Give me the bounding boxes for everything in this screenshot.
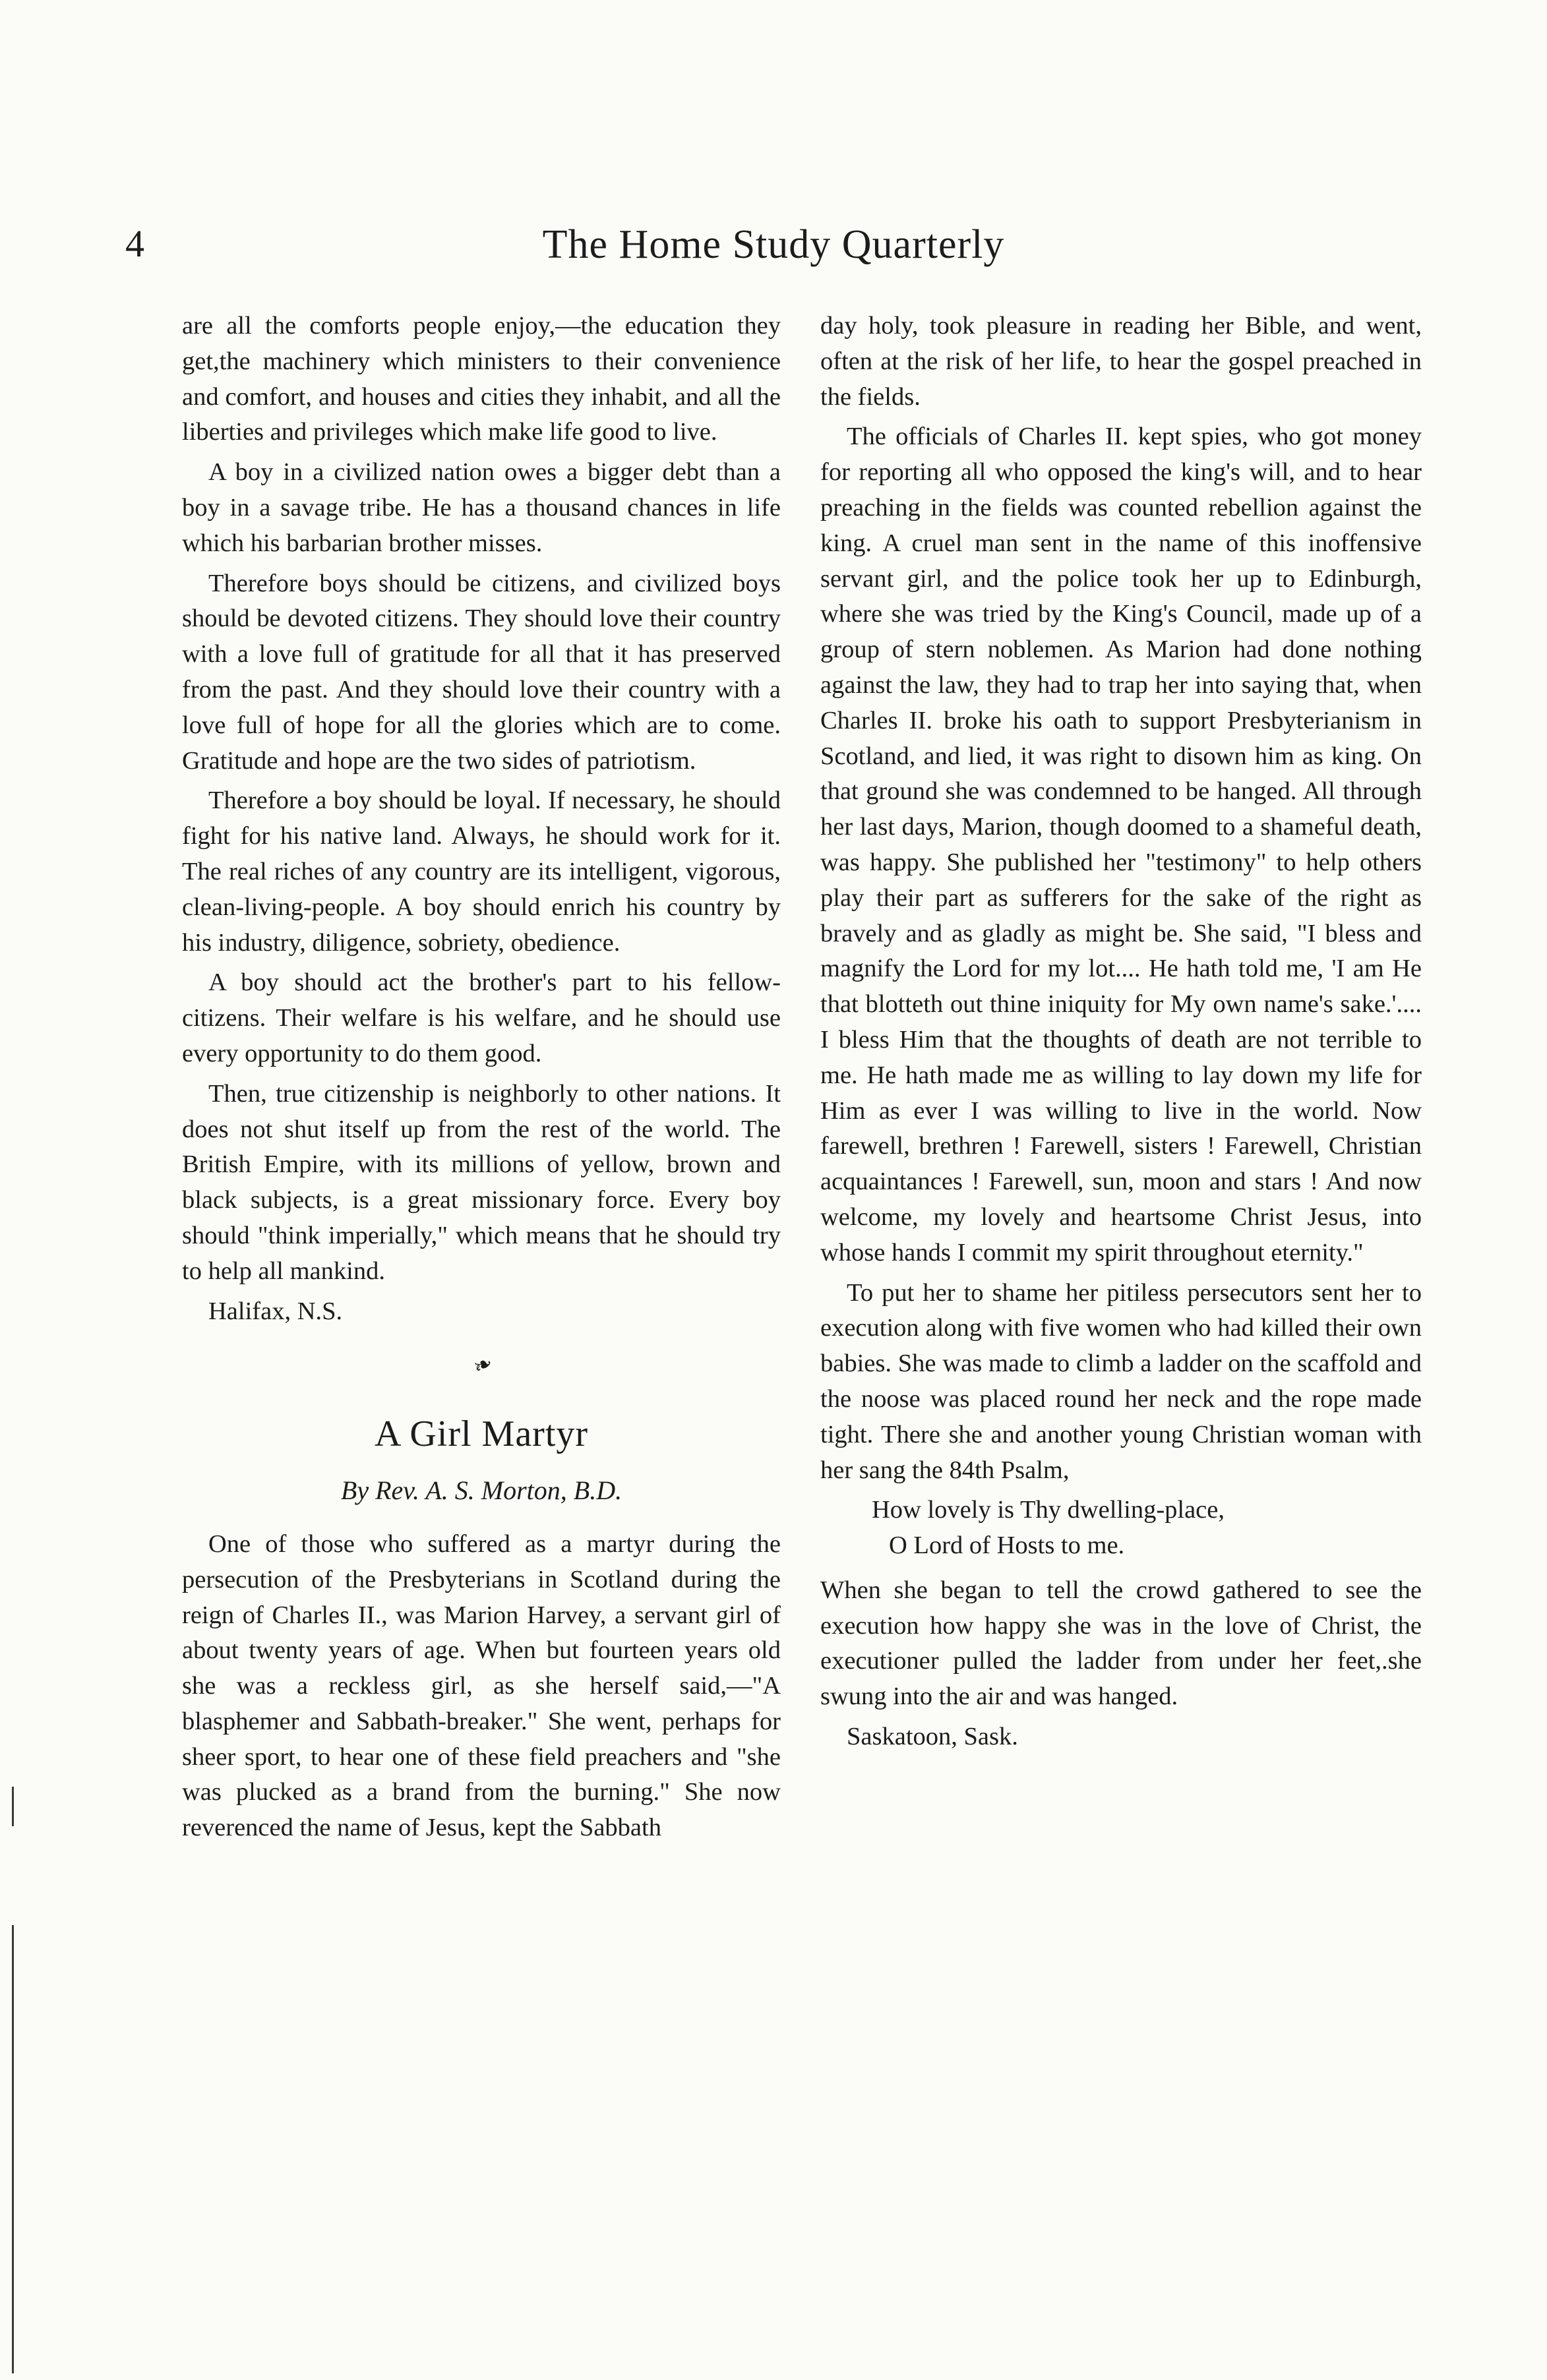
left-column: [182, 309, 781, 1851]
paragraph: A boy should act the brother's part to his fellow-citizens. Their welfare is his welfare, and he should use every opportunity to do them good.: [182, 968, 781, 1067]
paragraph: day holy, took pleasure in reading her Bible, and went, often at the risk of her life, to hear the gospel preached in the fields.: [820, 312, 1422, 411]
article-title: A Girl Martyr: [374, 1413, 589, 1455]
right-column: [820, 309, 1422, 1759]
paragraph: are all the comforts people enjoy,—the education they get,the machinery which ministers to their convenience and comfort, and houses and cities they inhabit, and all the liberties and privileges which make life good to live.: [182, 312, 781, 446]
paragraph: When she began to tell the crowd gathered to see the execution how happy she was in the love of Christ, the executioner pulled the ladder from under her feet,.she swung into the air and was hanged.: [820, 1576, 1422, 1711]
page-number: 4: [125, 222, 144, 265]
psalm-quote: [820, 1493, 1422, 1564]
paragraph: Then, true citizenship is neighborly to other nations. It does not shut itself up from the rest of the world. The British Empire, with its millions of yellow, brown and black subjects, is a great missionary force. Every boy should "think imperially," which means that he should try to help all mankind.: [182, 1079, 781, 1285]
paragraph: Therefore a boy should be loyal. If necessary, he should fight for his native land. Always, he should work for it. The real riches of any country are its intelligent, vigorous, clean-living-people. A boy should enrich his country by his industry, diligence, sobriety, obedience.: [182, 787, 781, 957]
ornament: [182, 1349, 781, 1384]
page-header: [0, 222, 1547, 281]
paragraph: Therefore boys should be citizens, and civilized boys should be devoted citizens. They should love their country with a love full of gratitude for all that it has preserved from the past. And they should love their country with a love full of hope for all the glories which are to come. Gratitude and hope are the two sides of patriotism.: [182, 569, 781, 775]
place-saskatoon: Saskatoon, Sask.: [847, 1723, 1018, 1751]
place-halifax: Halifax, N.S.: [208, 1297, 343, 1325]
poem-line: O Lord of Hosts to me.: [889, 1532, 1125, 1560]
margin-mark: [12, 1925, 14, 2373]
paragraph: The officials of Charles II. kept spies, who got money for reporting all who opposed the king's will, and to hear preaching in the fields was counted rebellion against the king. A cruel man sent in the name of this inoffensive servant girl, and the police took her up to Edinburgh, where she was tried by the King's Council, made up of a group of stern noblemen. As Marion had done nothing against the law, they had to trap her into saying that, when Charles II. broke his oath to support Presbyterianism in Scotland, and lied, it was right to disown him as king. On that ground she was condemned to be hanged. All through her last days, Marion, though doomed to a shameful death, was happy. She published her "testimony" to help others play their part as sufferers for the sake of the right as bravely and as gladly as might be. She said, "I bless and magnify the Lord for my lot.... He hath told me, 'I am He that blotteth out thine iniquity for My own name's sake.'.... I bless Him that the thoughts of death are not terrible to me. He hath made me as willing to lay down my life for Him as ever I was willing to live in the world. Now farewell, brethren ! Farewell, sisters ! Farewell, Christian acquaintances ! Farewell, sun, moon and stars ! And now welcome, my lovely and heartsome Christ Jesus, into whose hands I commit my spirit throughout eternity.": [820, 423, 1422, 1266]
running-title: The Home Study Quarterly: [542, 222, 1005, 267]
paragraph: A boy in a civilized nation owes a bigger debt than a boy in a savage tribe. He has a thousand chances in life which his barbarian brother misses.: [182, 458, 781, 557]
poem-line: How lovely is Thy dwelling-place,: [872, 1496, 1225, 1524]
article-byline: By Rev. A. S. Morton, B.D.: [340, 1475, 622, 1506]
paragraph: One of those who suffered as a martyr during the persecution of the Presbyterians in Scotland during the reign of Charles II., was Marion Harvey, a servant girl of about twenty years of age. When but fourteen years old she was a reckless girl, as she herself said,—"A blasphemer and Sabbath-breaker." She went, perhaps for sheer sport, to hear one of these field preachers and "she was plucked as a brand from the burning." She now reverenced the name of Jesus, kept the Sabbath: [182, 1530, 781, 1842]
paragraph: To put her to shame her pitiless persecutors sent her to execution along with five women who had killed their own babies. She was made to climb a ladder on the scaffold and the noose was placed round her neck and the rope made tight. There she and another young Christian woman with her sang the 84th Psalm,: [820, 1278, 1422, 1484]
fleuron-icon: ❧: [469, 1352, 493, 1381]
margin-mark: [12, 1787, 14, 1826]
